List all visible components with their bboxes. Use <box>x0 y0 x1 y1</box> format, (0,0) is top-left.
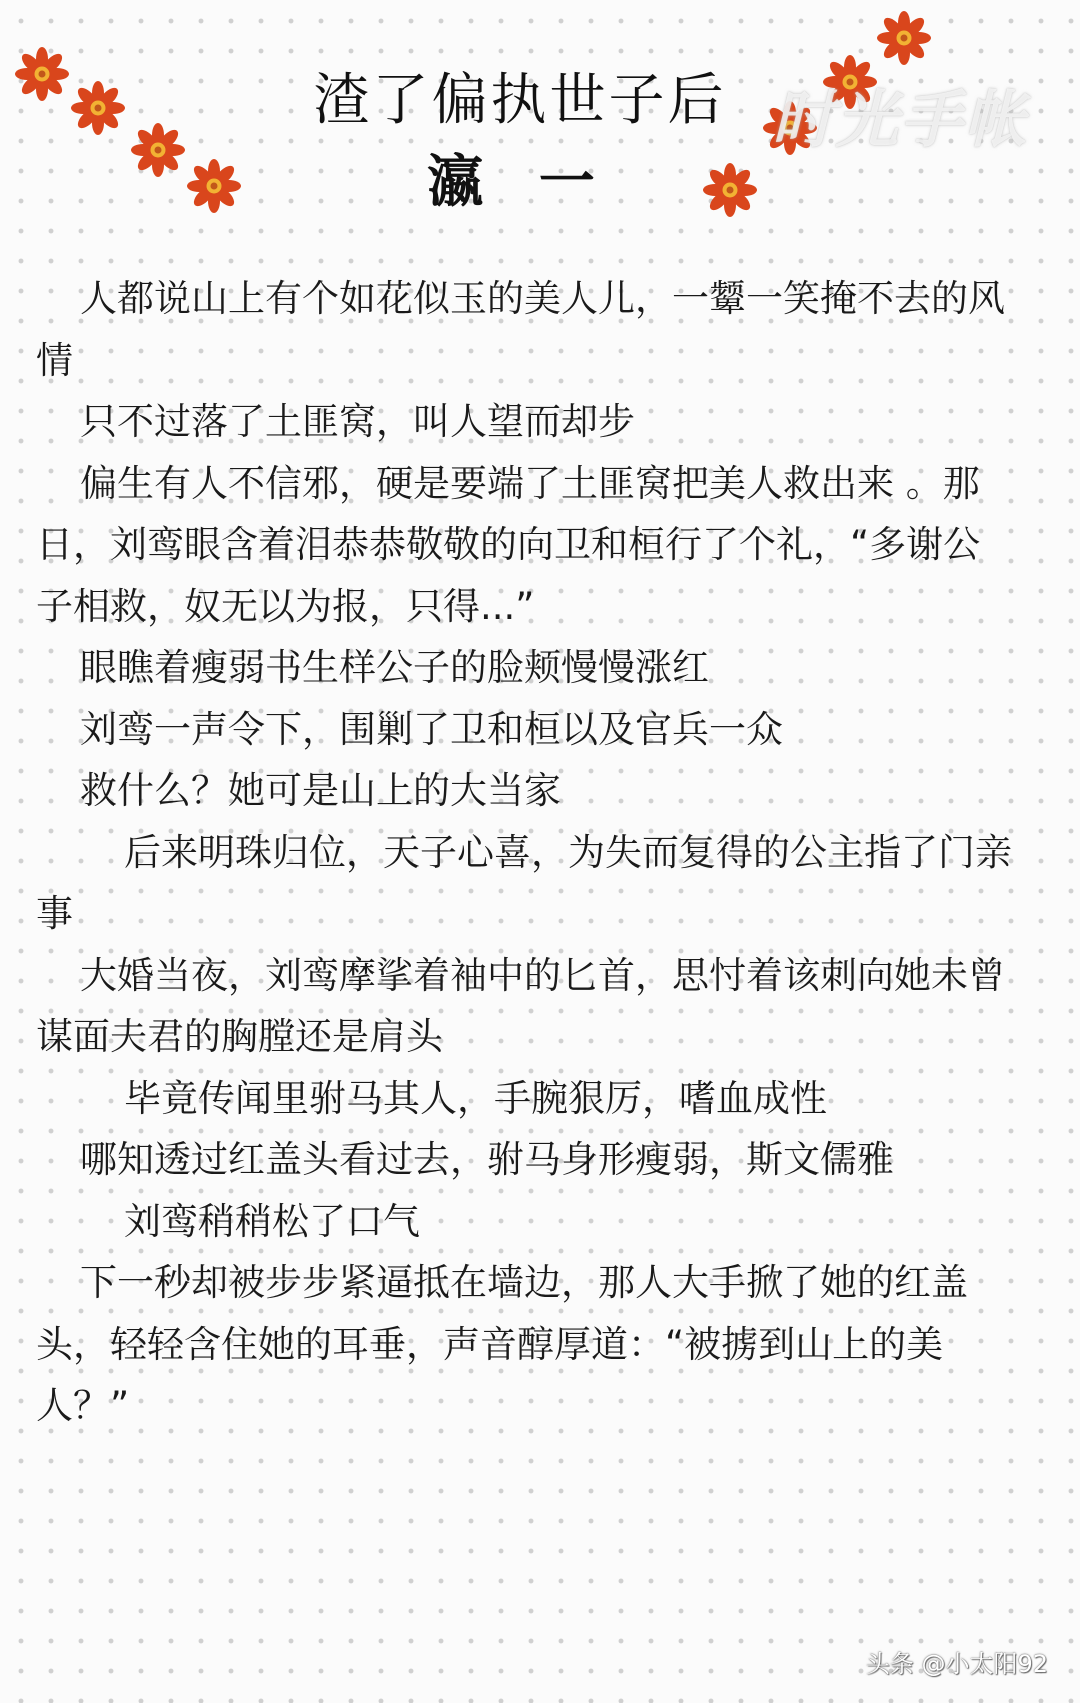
paragraph: 救什么？她可是山上的大当家 <box>80 769 561 812</box>
book-title: 渣了偏执世子后 <box>313 68 727 133</box>
synopsis <box>36 268 1016 1437</box>
paragraph: 刘鸾一声令下，围剿了卫和桓以及官兵一众 <box>80 707 783 751</box>
flower-icon <box>876 10 932 66</box>
paragraph: 哪知透过红盖头看过去，驸马身形瘦弱，斯文儒雅 <box>80 1138 894 1181</box>
paragraph: 只不过落了土匪窝，叫人望而却步 <box>80 400 635 443</box>
paragraph: 下一秒却被步步紧逼抵在墙边，那人大手掀了她的红盖头，轻轻含住她的耳垂，声音醇厚道：“被掳到山上的美人？” <box>36 1261 968 1427</box>
paragraph: 大婚当夜，刘鸾摩挲着袖中的匕首，思忖着该刺向她未曾谋面夫君的胸膛还是肩头 <box>36 953 1005 1058</box>
paragraph: 人都说山上有个如花似玉的美人儿，一颦一笑掩不去的风情 <box>36 277 1005 382</box>
paragraph: 刘鸾稍稍松了口气 <box>124 1199 420 1243</box>
paragraph: 眼瞧着瘦弱书生样公子的脸颊慢慢涨红 <box>80 646 709 689</box>
book-author: 瀛 一 <box>427 150 613 215</box>
author-credit: 头条 @小太阳92 <box>865 1650 1048 1678</box>
paragraph: 偏生有人不信邪，硬是要端了土匪窝把美人救出来 。那日，刘鸾眼含着泪恭恭敬敬的向卫和桓行了个礼，“多谢公子相救，奴无以为报，只得...” <box>36 461 981 628</box>
watermark: 时光手帐 <box>772 83 1029 156</box>
paragraph: 毕竟传闻里驸马其人，手腕狠厉，嗜血成性 <box>124 1076 827 1120</box>
paragraph: 后来明珠归位，天子心喜，为失而复得的公主指了门亲事 <box>36 830 1012 935</box>
